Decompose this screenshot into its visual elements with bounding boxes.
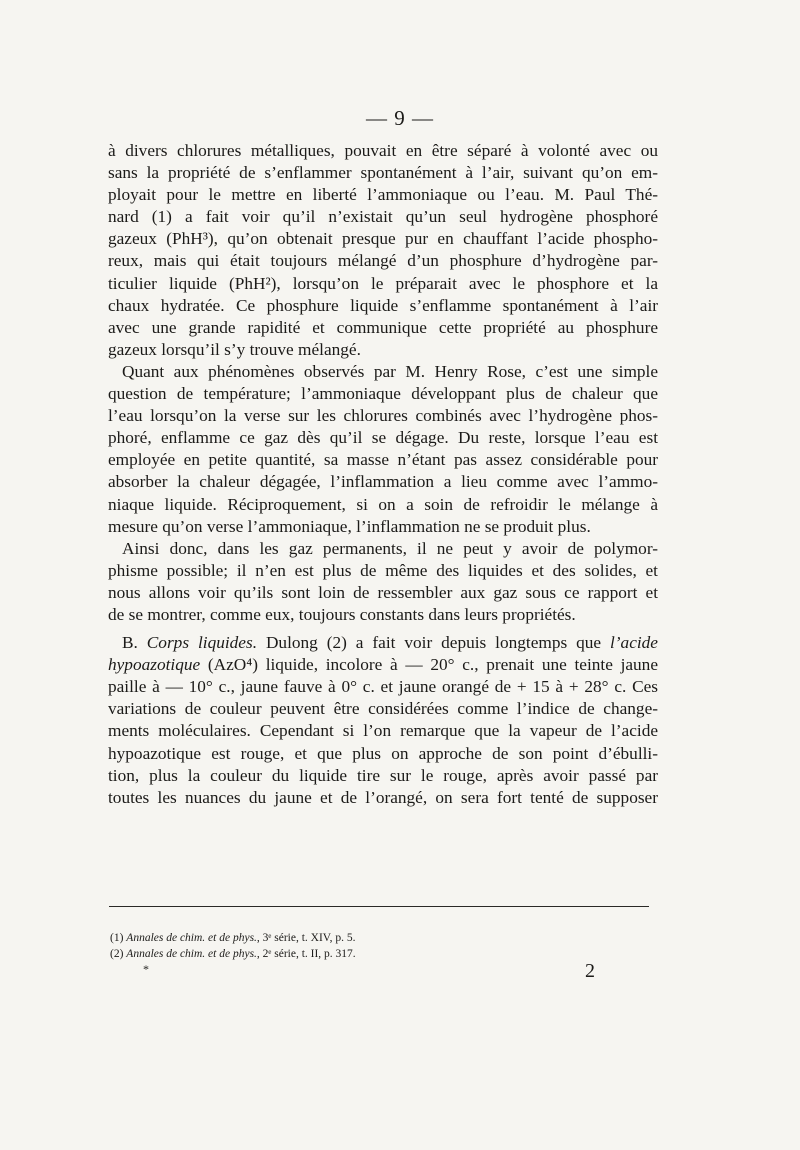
text-line: chaux hydratée. Ce phosphure liquide s’enflamme spontanément à l’air bbox=[108, 295, 658, 315]
text-line: toutes les nuances du jaune et de l’orangé, on sera fort tenté de supposer bbox=[108, 787, 658, 807]
text-line: ticulier liquide (PhH²), lorsqu’on le préparait avec le phosphore et la bbox=[108, 273, 658, 293]
text-line: de se montrer, comme eux, toujours constants dans leurs propriétés. bbox=[108, 604, 576, 624]
footnotes bbox=[110, 930, 650, 962]
text-line: ployait pour le mettre en liberté l’ammoniaque ou l’eau. M. Paul Thé- bbox=[108, 185, 658, 205]
text-line: avec une grande rapidité et communique cette propriété au phosphure bbox=[108, 317, 658, 337]
footnote-detail: , 2ᵉ série, t. II, p. 317. bbox=[256, 948, 356, 960]
text-line: variations de couleur peuvent être considérées comme l’indice de change- bbox=[108, 699, 658, 719]
italic-term: l’acide bbox=[610, 633, 658, 653]
text-line: tion, plus la couleur du liquide tire sur le rouge, après avoir passé par bbox=[108, 765, 658, 785]
footnote bbox=[110, 930, 650, 946]
footnote-source: Annales de chim. et de phys. bbox=[126, 948, 257, 960]
text-line: mesure qu’on verse l’ammoniaque, l’inflammation ne se produit plus. bbox=[108, 516, 591, 536]
text-line: gazeux (PhH³), qu’on obtenait presque pur en chauffant l’acide phospho- bbox=[108, 229, 658, 249]
footnote-number: (1) bbox=[110, 932, 127, 944]
text-line: employée en petite quantité, sa masse n’étant pas assez considérable pour bbox=[108, 450, 658, 470]
signature-mark: 2 bbox=[585, 960, 595, 982]
text-line bbox=[108, 632, 658, 654]
text-line: à divers chlorures métalliques, pouvait en être séparé à volonté avec ou bbox=[108, 141, 658, 160]
text-line bbox=[108, 654, 658, 676]
section-heading: Corps liquides. bbox=[146, 633, 258, 653]
text-line: Quant aux phénomènes observés par M. Henry Rose, c’est une simple bbox=[122, 361, 658, 381]
text-line: hypoazotique est rouge, et que plus on approche de son point d’ébulli- bbox=[108, 743, 658, 763]
text-line: l’eau lorsqu’on la verse sur les chlorures combinés avec l’hydrogène phos- bbox=[108, 406, 658, 426]
text-line: absorber la chaleur dégagée, l’inflammation a lieu comme avec l’ammo- bbox=[108, 472, 658, 492]
text-line: sans la propriété de s’enflammer spontanément à l’air, suivant qu’on em- bbox=[108, 163, 658, 183]
footnote-divider bbox=[109, 906, 649, 907]
star-mark: * bbox=[143, 962, 149, 976]
footnote-source: Annales de chim. et de phys. bbox=[126, 932, 257, 944]
footnote-detail: , 3ᵉ série, t. XIV, p. 5. bbox=[256, 932, 356, 944]
text-line: reux, mais qui était toujours mélangé d’un phosphure d’hydrogène par- bbox=[108, 251, 658, 271]
italic-term: hypoazotique bbox=[108, 655, 201, 675]
text-line: paille à — 10° c., jaune fauve à 0° c. et jaune orangé de + 15 à + 28° c. Ces bbox=[108, 677, 658, 697]
footnote-number: (2) bbox=[110, 948, 127, 960]
footnote bbox=[110, 946, 650, 962]
section-letter: B. bbox=[122, 633, 147, 653]
text-line: Ainsi donc, dans les gaz permanents, il ne peut y avoir de polymor- bbox=[122, 538, 658, 558]
text-fragment: Dulong (2) a fait voir depuis longtemps que bbox=[257, 633, 610, 653]
text-line: question de température; l’ammoniaque développant plus de chaleur que bbox=[108, 384, 658, 404]
text-line: nous allons voir qu’ils sont loin de ressembler aux gaz sous ce rapport et bbox=[108, 582, 658, 602]
text-line: niaque liquide. Réciproquement, si on a soin de refroidir le mélange à bbox=[108, 494, 658, 514]
text-line: ments moléculaires. Cependant si l’on remarque que la vapeur de l’acide bbox=[108, 721, 658, 741]
body-text bbox=[108, 140, 658, 809]
text-line: phisme possible; il n’en est plus de même des liquides et des solides, et bbox=[108, 560, 658, 580]
text-fragment: (AzO⁴) liquide, incolore à — 20° c., prenait une teinte jaune bbox=[200, 655, 658, 675]
text-line: nard (1) a fait voir qu’il n’existait qu’un seul hydrogène phosphoré bbox=[108, 207, 658, 227]
text-line: phoré, enflamme ce gaz dès qu’il se dégage. Du reste, lorsque l’eau est bbox=[108, 428, 658, 448]
page-number: — 9 — bbox=[366, 106, 434, 130]
text-line: gazeux lorsqu’il s’y trouve mélangé. bbox=[108, 339, 361, 359]
